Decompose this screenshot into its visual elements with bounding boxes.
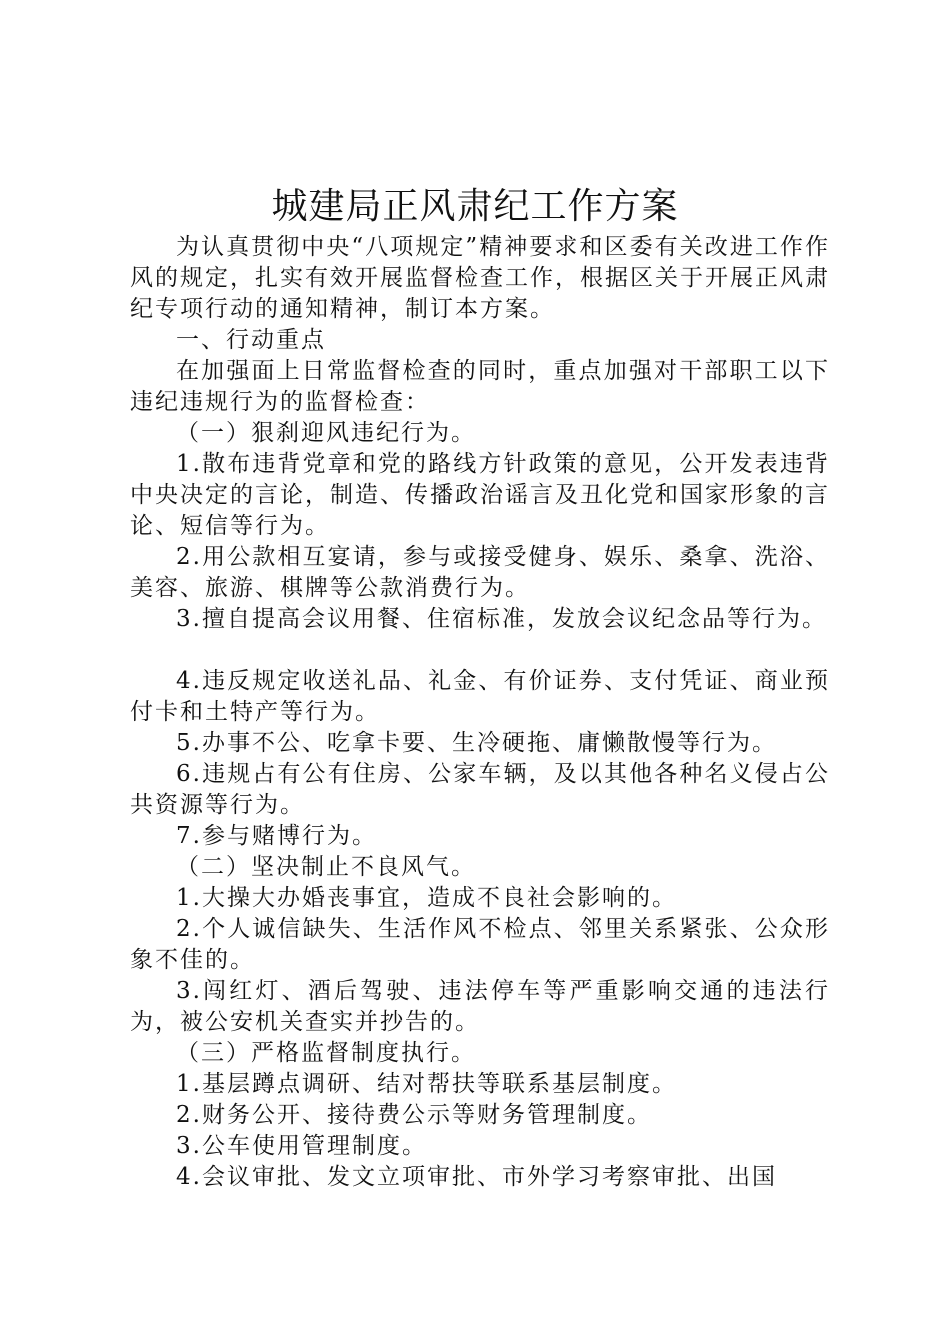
list-item: 1.散布违背党章和党的路线方针政策的意见，公开发表违背中央决定的言论，制造、传播政治谣言及丑化党和国家形象的言论、短信等行为。	[130, 451, 830, 539]
list-item: 3.公车使用管理制度。	[176, 1133, 427, 1159]
subsection-heading: （二）坚决制止不良风气。	[176, 854, 476, 880]
list-item: 2.财务公开、接待费公示等财务管理制度。	[176, 1102, 652, 1128]
paragraph: 在加强面上日常监督检查的同时，重点加强对干部职工以下违纪违规行为的监督检查：	[130, 358, 830, 415]
subsection-heading: （一）狠刹迎风违纪行为。	[176, 420, 476, 446]
list-item: 6.违规占有公有住房、公家车辆，及以其他各种名义侵占公共资源等行为。	[130, 761, 830, 818]
list-item: 4.违反规定收送礼品、礼金、有价证券、支付凭证、商业预付卡和土特产等行为。	[130, 668, 830, 725]
list-item: 4.会议审批、发文立项审批、市外学习考察审批、出国	[176, 1164, 777, 1190]
document-body	[130, 232, 830, 1193]
list-item: 2.个人诚信缺失、生活作风不检点、邻里关系紧张、公众形象不佳的。	[130, 916, 830, 973]
list-item: 3.擅自提高会议用餐、住宿标准，发放会议纪念品等行为。	[176, 606, 827, 632]
list-item: 2.用公款相互宴请，参与或接受健身、娱乐、桑拿、洗浴、美容、旅游、棋牌等公款消费行为。	[130, 544, 830, 601]
list-item: 1.大操大办婚丧事宜，造成不良社会影响的。	[176, 885, 677, 911]
paragraph-intro: 为认真贯彻中央“八项规定”精神要求和区委有关改进工作作风的规定，扎实有效开展监督检查工作，根据区关于开展正风肃纪专项行动的通知精神，制订本方案。	[130, 234, 830, 322]
list-item: 3.闯红灯、酒后驾驶、违法停车等严重影响交通的违法行为，被公安机关查实并抄告的。	[130, 978, 830, 1035]
document-title: 城建局正风肃纪工作方案	[271, 186, 679, 227]
section-heading-1: 一、行动重点	[176, 327, 326, 353]
list-item: 7.参与赌博行为。	[176, 823, 377, 849]
list-item: 5.办事不公、吃拿卡要、生冷硬拖、庸懒散慢等行为。	[176, 730, 777, 756]
subsection-heading: （三）严格监督制度执行。	[176, 1040, 476, 1066]
list-item: 1.基层蹲点调研、结对帮扶等联系基层制度。	[176, 1071, 677, 1097]
